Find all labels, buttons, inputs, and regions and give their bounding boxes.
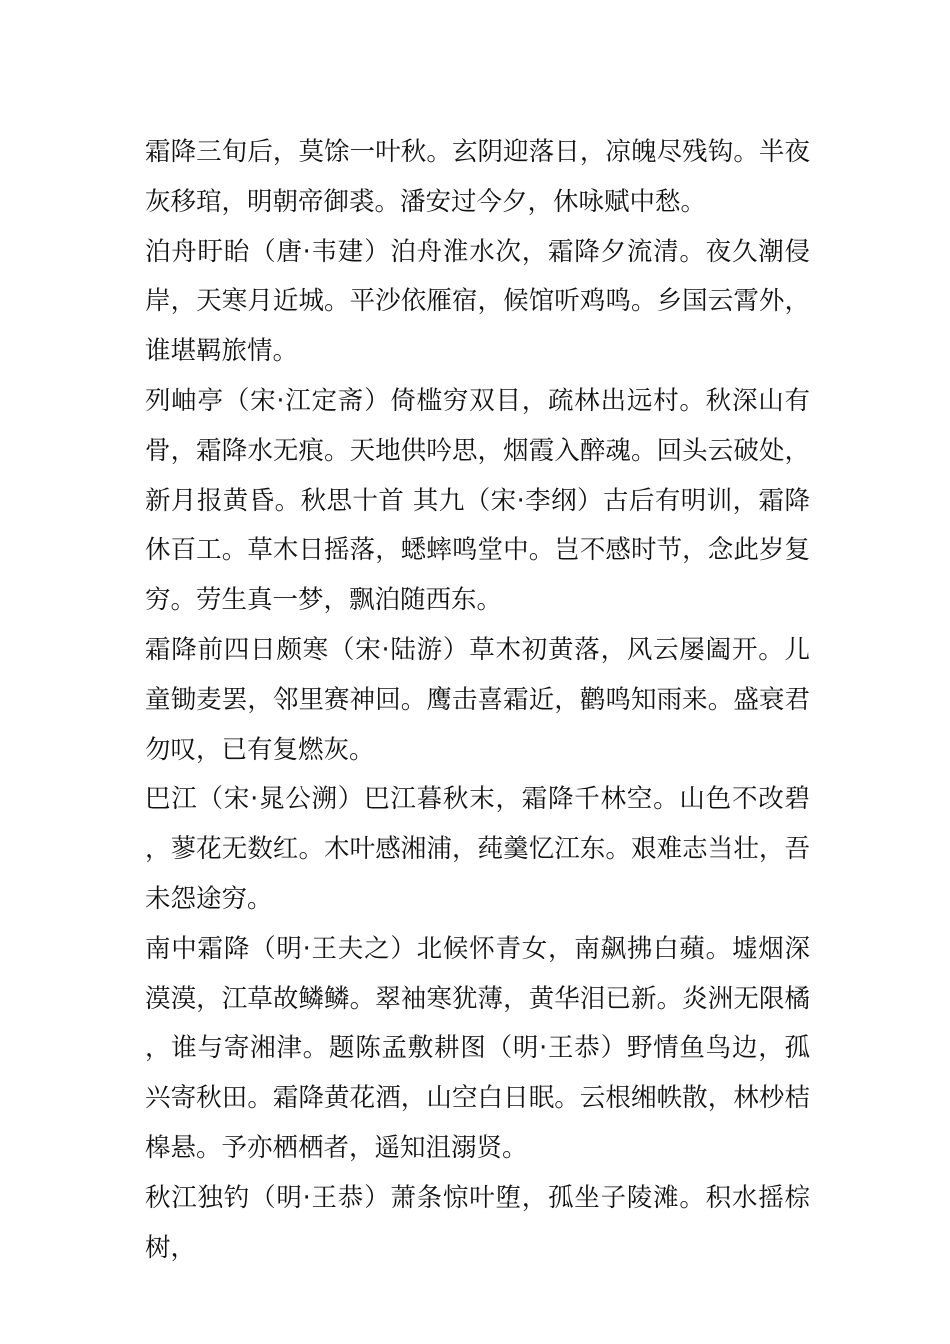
paragraph-6: 南中霜降（明·王夫之）北候怀青女，南飙拂白蘋。墟烟深漠漠，江草故鳞鳞。翠袖寒犹薄，黄华泪已新。炎洲无限橘，谁与寄湘津。题陈孟敷耕图（明·王恭）野情鱼鸟边，孤兴寄秋田。霜降黄花酒，山空白日眠。云根缃帙散，林杪桔槔悬。予亦栖栖者，遥知沮溺贤。 — [145, 933, 810, 1163]
paragraph-2: 泊舟盱眙（唐·韦建）泊舟淮水次，霜降夕流清。夜久潮侵岸，天寒月近城。平沙依雁宿，候馆听鸡鸣。乡国云霄外，谁堪羁旅情。 — [145, 236, 810, 367]
paragraph-4: 霜降前四日颇寒（宋·陆游）草木初黄落，风云屡阖开。儿童锄麦罢，邻里赛神回。鹰击喜霜近，鹳鸣知雨来。盛衰君勿叹，已有复燃灰。 — [145, 634, 810, 765]
paragraph-3: 列岫亭（宋·江定斋）倚槛穷双目，疏林出远村。秋深山有骨，霜降水无痕。天地供吟思，烟霞入醉魂。回头云破处，新月报黄昏。秋思十首 其九（宋·李纲）古后有明训，霜降休百工。草木日摇落，蟋蟀鸣堂中。岂不感时节，念此岁复穷。劳生真一梦，飘泊随西东。 — [145, 385, 810, 616]
poem-text-block — [145, 128, 810, 1273]
paragraph-7: 秋江独钓（明·王恭）萧条惊叶堕，孤坐子陵滩。积水摇棕树， — [145, 1182, 810, 1263]
paragraph-1: 霜降三旬后，莫馀一叶秋。玄阴迎落日，凉魄尽残钩。半夜灰移琯，明朝帝御裘。潘安过今夕，休咏赋中愁。 — [145, 137, 810, 217]
paragraph-5: 巴江（宋·晁公溯）巴江暮秋末，霜降千林空。山色不改碧，蓼花无数红。木叶感湘浦，莼羹忆江东。艰难志当壮，吾未怨途穷。 — [145, 784, 810, 914]
